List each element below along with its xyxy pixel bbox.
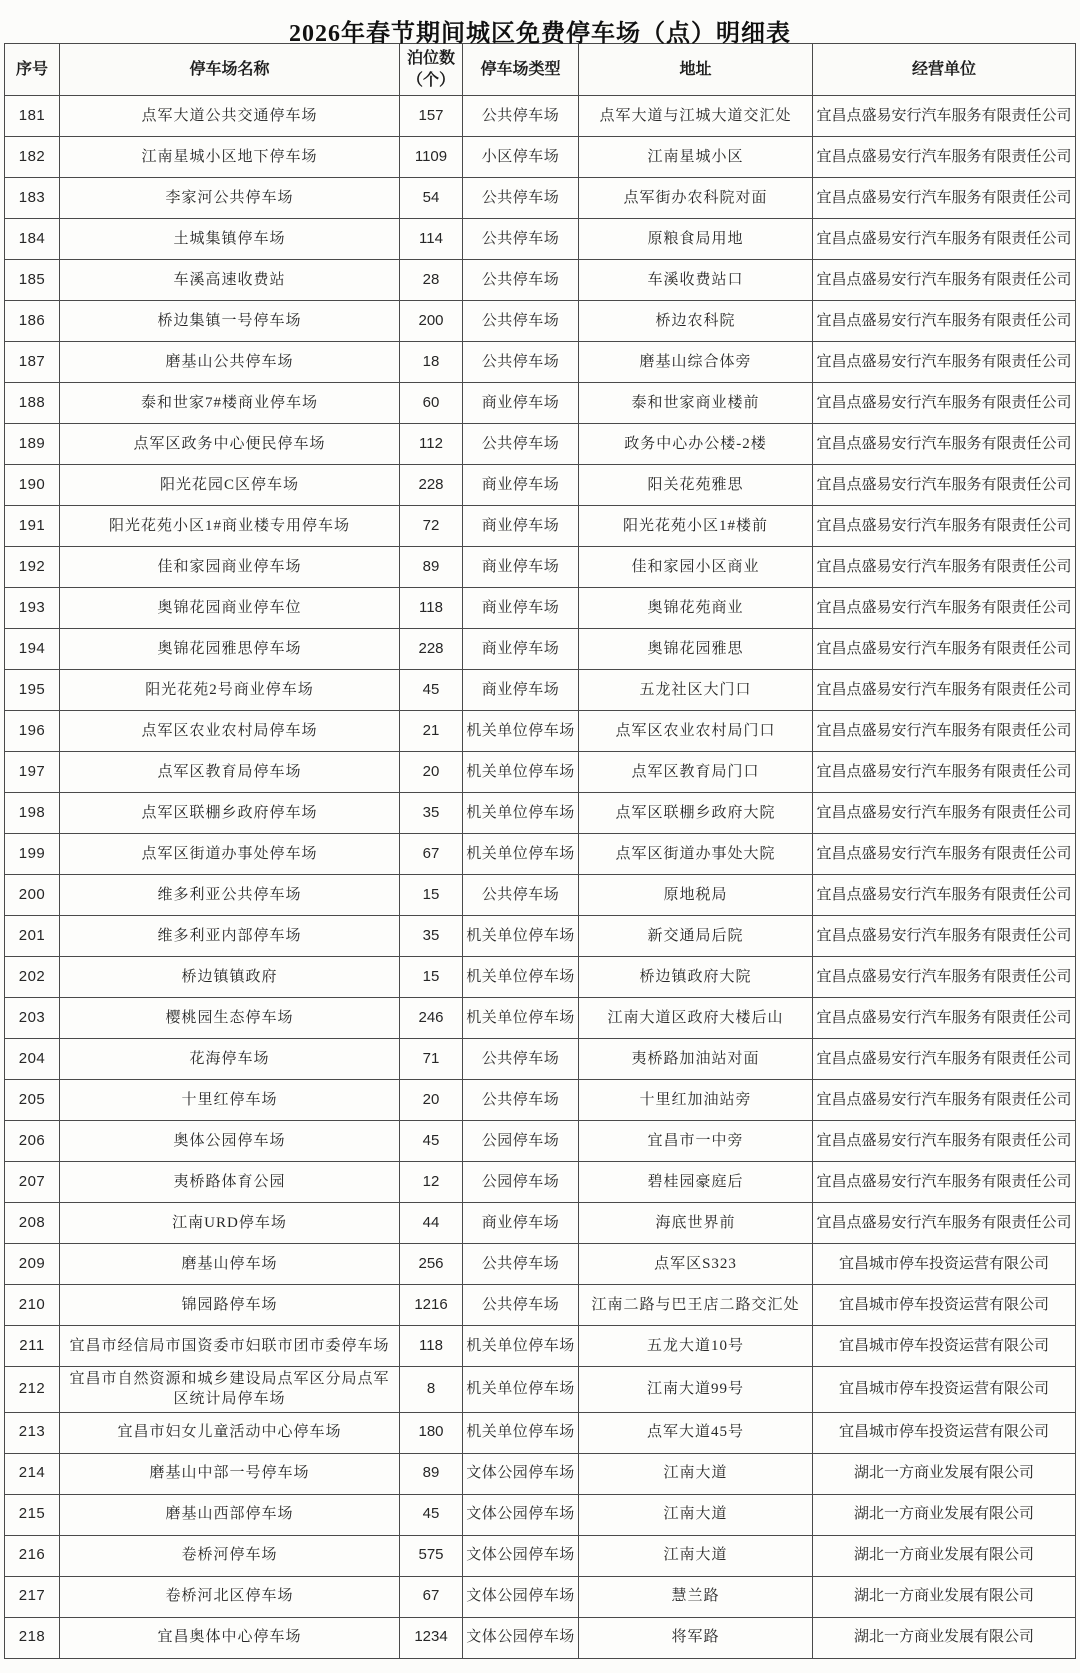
cell-type: 公共停车场 bbox=[463, 219, 579, 260]
cell-spaces: 114 bbox=[400, 219, 463, 260]
cell-name: 土城集镇停车场 bbox=[60, 219, 400, 260]
cell-operator: 宜昌点盛易安行汽车服务有限责任公司 bbox=[813, 752, 1076, 793]
cell-spaces: 20 bbox=[400, 1080, 463, 1121]
cell-operator: 宜昌点盛易安行汽车服务有限责任公司 bbox=[813, 137, 1076, 178]
cell-no: 190 bbox=[5, 465, 60, 506]
cell-operator: 湖北一方商业发展有限公司 bbox=[813, 1617, 1076, 1658]
cell-address: 海底世界前 bbox=[579, 1203, 813, 1244]
cell-no: 216 bbox=[5, 1535, 60, 1576]
cell-spaces: 246 bbox=[400, 998, 463, 1039]
table-row bbox=[5, 547, 1076, 588]
cell-name: 桥边集镇一号停车场 bbox=[60, 301, 400, 342]
cell-spaces: 1216 bbox=[400, 1285, 463, 1326]
table-row bbox=[5, 178, 1076, 219]
cell-operator: 宜昌点盛易安行汽车服务有限责任公司 bbox=[813, 547, 1076, 588]
cell-type: 公共停车场 bbox=[463, 875, 579, 916]
table-row bbox=[5, 1412, 1076, 1453]
parking-table bbox=[4, 43, 1076, 1659]
cell-name: 江南URD停车场 bbox=[60, 1203, 400, 1244]
cell-no: 195 bbox=[5, 670, 60, 711]
table-row bbox=[5, 1121, 1076, 1162]
cell-name: 磨基山中部一号停车场 bbox=[60, 1453, 400, 1494]
cell-spaces: 1234 bbox=[400, 1617, 463, 1658]
cell-name: 花海停车场 bbox=[60, 1039, 400, 1080]
table-row bbox=[5, 875, 1076, 916]
cell-spaces: 71 bbox=[400, 1039, 463, 1080]
table-row bbox=[5, 1367, 1076, 1413]
cell-spaces: 45 bbox=[400, 1494, 463, 1535]
table-row bbox=[5, 834, 1076, 875]
table-row bbox=[5, 670, 1076, 711]
cell-name: 宜昌市经信局市国资委市妇联市团市委停车场 bbox=[60, 1326, 400, 1367]
table-row bbox=[5, 1326, 1076, 1367]
cell-address: 点军大道45号 bbox=[579, 1412, 813, 1453]
table-row bbox=[5, 916, 1076, 957]
cell-type: 公园停车场 bbox=[463, 1121, 579, 1162]
header-cell-spaces: 泊位数（个） bbox=[400, 44, 463, 96]
header-cell-address: 地址 bbox=[579, 44, 813, 96]
cell-spaces: 72 bbox=[400, 506, 463, 547]
header-cell-type: 停车场类型 bbox=[463, 44, 579, 96]
table-row bbox=[5, 424, 1076, 465]
cell-name: 佳和家园商业停车场 bbox=[60, 547, 400, 588]
cell-type: 机关单位停车场 bbox=[463, 1412, 579, 1453]
cell-name: 点军区联棚乡政府停车场 bbox=[60, 793, 400, 834]
cell-spaces: 112 bbox=[400, 424, 463, 465]
cell-name: 点军区街道办事处停车场 bbox=[60, 834, 400, 875]
cell-address: 佳和家园小区商业 bbox=[579, 547, 813, 588]
cell-spaces: 200 bbox=[400, 301, 463, 342]
cell-spaces: 157 bbox=[400, 96, 463, 137]
cell-spaces: 35 bbox=[400, 793, 463, 834]
table-header bbox=[5, 44, 1076, 96]
cell-name: 磨基山停车场 bbox=[60, 1244, 400, 1285]
cell-type: 机关单位停车场 bbox=[463, 793, 579, 834]
cell-address: 五龙大道10号 bbox=[579, 1326, 813, 1367]
table-row bbox=[5, 1285, 1076, 1326]
cell-no: 193 bbox=[5, 588, 60, 629]
cell-operator: 湖北一方商业发展有限公司 bbox=[813, 1535, 1076, 1576]
cell-name: 李家河公共停车场 bbox=[60, 178, 400, 219]
cell-no: 213 bbox=[5, 1412, 60, 1453]
table-row bbox=[5, 1162, 1076, 1203]
cell-operator: 宜昌点盛易安行汽车服务有限责任公司 bbox=[813, 1162, 1076, 1203]
cell-name: 阳光花园C区停车场 bbox=[60, 465, 400, 506]
cell-operator: 宜昌城市停车投资运营有限公司 bbox=[813, 1412, 1076, 1453]
cell-spaces: 67 bbox=[400, 834, 463, 875]
cell-no: 207 bbox=[5, 1162, 60, 1203]
header-cell-name: 停车场名称 bbox=[60, 44, 400, 96]
cell-no: 183 bbox=[5, 178, 60, 219]
table-row bbox=[5, 711, 1076, 752]
cell-no: 212 bbox=[5, 1367, 60, 1413]
cell-type: 公共停车场 bbox=[463, 178, 579, 219]
cell-spaces: 228 bbox=[400, 629, 463, 670]
cell-spaces: 180 bbox=[400, 1412, 463, 1453]
table-row bbox=[5, 1080, 1076, 1121]
cell-no: 203 bbox=[5, 998, 60, 1039]
cell-name: 宜昌市妇女儿童活动中心停车场 bbox=[60, 1412, 400, 1453]
cell-no: 188 bbox=[5, 383, 60, 424]
cell-operator: 宜昌点盛易安行汽车服务有限责任公司 bbox=[813, 793, 1076, 834]
table-row bbox=[5, 1535, 1076, 1576]
cell-type: 公共停车场 bbox=[463, 1039, 579, 1080]
table-row bbox=[5, 629, 1076, 670]
cell-operator: 宜昌点盛易安行汽车服务有限责任公司 bbox=[813, 629, 1076, 670]
cell-operator: 宜昌点盛易安行汽车服务有限责任公司 bbox=[813, 219, 1076, 260]
table-row bbox=[5, 588, 1076, 629]
cell-no: 182 bbox=[5, 137, 60, 178]
cell-name: 宜昌奥体中心停车场 bbox=[60, 1617, 400, 1658]
table-row bbox=[5, 465, 1076, 506]
cell-operator: 宜昌点盛易安行汽车服务有限责任公司 bbox=[813, 260, 1076, 301]
cell-address: 十里红加油站旁 bbox=[579, 1080, 813, 1121]
cell-address: 点军区联棚乡政府大院 bbox=[579, 793, 813, 834]
cell-type: 公共停车场 bbox=[463, 342, 579, 383]
cell-spaces: 12 bbox=[400, 1162, 463, 1203]
page-title: 2026年春节期间城区免费停车场（点）明细表 bbox=[289, 21, 791, 47]
cell-address: 五龙社区大门口 bbox=[579, 670, 813, 711]
cell-address: 原地税局 bbox=[579, 875, 813, 916]
cell-type: 商业停车场 bbox=[463, 629, 579, 670]
cell-address: 磨基山综合体旁 bbox=[579, 342, 813, 383]
cell-no: 211 bbox=[5, 1326, 60, 1367]
cell-no: 208 bbox=[5, 1203, 60, 1244]
cell-type: 商业停车场 bbox=[463, 465, 579, 506]
cell-type: 商业停车场 bbox=[463, 506, 579, 547]
cell-address: 奥锦花园雅思 bbox=[579, 629, 813, 670]
cell-name: 磨基山西部停车场 bbox=[60, 1494, 400, 1535]
cell-type: 机关单位停车场 bbox=[463, 998, 579, 1039]
table-row bbox=[5, 301, 1076, 342]
cell-operator: 宜昌点盛易安行汽车服务有限责任公司 bbox=[813, 342, 1076, 383]
cell-no: 185 bbox=[5, 260, 60, 301]
cell-address: 点军区农业农村局门口 bbox=[579, 711, 813, 752]
cell-type: 公共停车场 bbox=[463, 301, 579, 342]
table-row bbox=[5, 383, 1076, 424]
cell-name: 锦园路停车场 bbox=[60, 1285, 400, 1326]
cell-operator: 宜昌城市停车投资运营有限公司 bbox=[813, 1244, 1076, 1285]
cell-spaces: 575 bbox=[400, 1535, 463, 1576]
cell-operator: 宜昌点盛易安行汽车服务有限责任公司 bbox=[813, 711, 1076, 752]
cell-address: 江南大道区政府大楼后山 bbox=[579, 998, 813, 1039]
cell-operator: 宜昌点盛易安行汽车服务有限责任公司 bbox=[813, 424, 1076, 465]
cell-spaces: 256 bbox=[400, 1244, 463, 1285]
cell-type: 机关单位停车场 bbox=[463, 916, 579, 957]
cell-name: 夷桥路体育公园 bbox=[60, 1162, 400, 1203]
cell-address: 江南大道 bbox=[579, 1535, 813, 1576]
cell-name: 十里红停车场 bbox=[60, 1080, 400, 1121]
table-row bbox=[5, 1494, 1076, 1535]
cell-name: 奥锦花园商业停车位 bbox=[60, 588, 400, 629]
cell-address: 将军路 bbox=[579, 1617, 813, 1658]
table-body bbox=[5, 96, 1076, 1659]
cell-address: 点军区街道办事处大院 bbox=[579, 834, 813, 875]
cell-address: 原粮食局用地 bbox=[579, 219, 813, 260]
table-row bbox=[5, 96, 1076, 137]
cell-type: 公园停车场 bbox=[463, 1162, 579, 1203]
cell-name: 奥体公园停车场 bbox=[60, 1121, 400, 1162]
header-cell-operator: 经营单位 bbox=[813, 44, 1076, 96]
cell-address: 车溪收费站口 bbox=[579, 260, 813, 301]
cell-address: 阳关花苑雅思 bbox=[579, 465, 813, 506]
cell-spaces: 1109 bbox=[400, 137, 463, 178]
cell-operator: 湖北一方商业发展有限公司 bbox=[813, 1453, 1076, 1494]
cell-name: 点军大道公共交通停车场 bbox=[60, 96, 400, 137]
table-row bbox=[5, 1244, 1076, 1285]
cell-operator: 宜昌点盛易安行汽车服务有限责任公司 bbox=[813, 1121, 1076, 1162]
cell-operator: 宜昌点盛易安行汽车服务有限责任公司 bbox=[813, 383, 1076, 424]
cell-spaces: 228 bbox=[400, 465, 463, 506]
cell-name: 车溪高速收费站 bbox=[60, 260, 400, 301]
cell-spaces: 89 bbox=[400, 1453, 463, 1494]
cell-type: 商业停车场 bbox=[463, 1203, 579, 1244]
cell-address: 夷桥路加油站对面 bbox=[579, 1039, 813, 1080]
cell-spaces: 45 bbox=[400, 1121, 463, 1162]
cell-no: 217 bbox=[5, 1576, 60, 1617]
cell-name: 阳光花苑2号商业停车场 bbox=[60, 670, 400, 711]
cell-operator: 湖北一方商业发展有限公司 bbox=[813, 1494, 1076, 1535]
cell-operator: 宜昌点盛易安行汽车服务有限责任公司 bbox=[813, 998, 1076, 1039]
cell-type: 机关单位停车场 bbox=[463, 752, 579, 793]
cell-no: 200 bbox=[5, 875, 60, 916]
cell-address: 桥边镇政府大院 bbox=[579, 957, 813, 998]
cell-name: 桥边镇镇政府 bbox=[60, 957, 400, 998]
cell-name: 阳光花苑小区1#商业楼专用停车场 bbox=[60, 506, 400, 547]
cell-name: 点军区教育局停车场 bbox=[60, 752, 400, 793]
header-row bbox=[5, 44, 1076, 96]
cell-address: 奥锦花苑商业 bbox=[579, 588, 813, 629]
table-row bbox=[5, 957, 1076, 998]
cell-spaces: 35 bbox=[400, 916, 463, 957]
cell-name: 樱桃园生态停车场 bbox=[60, 998, 400, 1039]
cell-operator: 宜昌点盛易安行汽车服务有限责任公司 bbox=[813, 1039, 1076, 1080]
cell-name: 磨基山公共停车场 bbox=[60, 342, 400, 383]
cell-address: 点军区教育局门口 bbox=[579, 752, 813, 793]
cell-type: 机关单位停车场 bbox=[463, 1326, 579, 1367]
cell-type: 公共停车场 bbox=[463, 1244, 579, 1285]
cell-address: 点军区S323 bbox=[579, 1244, 813, 1285]
cell-spaces: 54 bbox=[400, 178, 463, 219]
cell-name: 点军区政务中心便民停车场 bbox=[60, 424, 400, 465]
cell-spaces: 18 bbox=[400, 342, 463, 383]
cell-spaces: 60 bbox=[400, 383, 463, 424]
table-row bbox=[5, 260, 1076, 301]
cell-name: 泰和世家7#楼商业停车场 bbox=[60, 383, 400, 424]
table-row bbox=[5, 506, 1076, 547]
cell-address: 碧桂园豪庭后 bbox=[579, 1162, 813, 1203]
cell-spaces: 44 bbox=[400, 1203, 463, 1244]
cell-type: 机关单位停车场 bbox=[463, 711, 579, 752]
cell-name: 江南星城小区地下停车场 bbox=[60, 137, 400, 178]
cell-name: 维多利亚内部停车场 bbox=[60, 916, 400, 957]
header-cell-no: 序号 bbox=[5, 44, 60, 96]
table-row bbox=[5, 998, 1076, 1039]
cell-type: 公共停车场 bbox=[463, 260, 579, 301]
cell-operator: 宜昌点盛易安行汽车服务有限责任公司 bbox=[813, 588, 1076, 629]
cell-name: 点军区农业农村局停车场 bbox=[60, 711, 400, 752]
cell-operator: 宜昌城市停车投资运营有限公司 bbox=[813, 1367, 1076, 1413]
table-row bbox=[5, 793, 1076, 834]
cell-type: 公共停车场 bbox=[463, 1285, 579, 1326]
cell-address: 江南大道 bbox=[579, 1494, 813, 1535]
cell-operator: 宜昌点盛易安行汽车服务有限责任公司 bbox=[813, 1203, 1076, 1244]
table-row bbox=[5, 137, 1076, 178]
cell-address: 政务中心办公楼-2楼 bbox=[579, 424, 813, 465]
cell-operator: 宜昌点盛易安行汽车服务有限责任公司 bbox=[813, 178, 1076, 219]
cell-no: 196 bbox=[5, 711, 60, 752]
cell-spaces: 15 bbox=[400, 875, 463, 916]
cell-type: 公共停车场 bbox=[463, 96, 579, 137]
cell-type: 商业停车场 bbox=[463, 588, 579, 629]
cell-no: 197 bbox=[5, 752, 60, 793]
table-row bbox=[5, 1203, 1076, 1244]
cell-operator: 宜昌点盛易安行汽车服务有限责任公司 bbox=[813, 465, 1076, 506]
cell-operator: 宜昌点盛易安行汽车服务有限责任公司 bbox=[813, 875, 1076, 916]
cell-no: 192 bbox=[5, 547, 60, 588]
cell-operator: 湖北一方商业发展有限公司 bbox=[813, 1576, 1076, 1617]
cell-operator: 宜昌点盛易安行汽车服务有限责任公司 bbox=[813, 957, 1076, 998]
cell-type: 公共停车场 bbox=[463, 1080, 579, 1121]
cell-address: 慧兰路 bbox=[579, 1576, 813, 1617]
cell-operator: 宜昌点盛易安行汽车服务有限责任公司 bbox=[813, 916, 1076, 957]
cell-operator: 宜昌城市停车投资运营有限公司 bbox=[813, 1285, 1076, 1326]
cell-address: 宜昌市一中旁 bbox=[579, 1121, 813, 1162]
cell-no: 189 bbox=[5, 424, 60, 465]
table-row bbox=[5, 219, 1076, 260]
cell-type: 商业停车场 bbox=[463, 547, 579, 588]
table-row bbox=[5, 752, 1076, 793]
cell-type: 文体公园停车场 bbox=[463, 1453, 579, 1494]
cell-operator: 宜昌城市停车投资运营有限公司 bbox=[813, 1326, 1076, 1367]
cell-type: 小区停车场 bbox=[463, 137, 579, 178]
cell-spaces: 20 bbox=[400, 752, 463, 793]
cell-type: 文体公园停车场 bbox=[463, 1535, 579, 1576]
cell-address: 新交通局后院 bbox=[579, 916, 813, 957]
cell-spaces: 15 bbox=[400, 957, 463, 998]
table-row bbox=[5, 1576, 1076, 1617]
cell-type: 文体公园停车场 bbox=[463, 1576, 579, 1617]
cell-name: 奥锦花园雅思停车场 bbox=[60, 629, 400, 670]
cell-name: 维多利亚公共停车场 bbox=[60, 875, 400, 916]
cell-no: 199 bbox=[5, 834, 60, 875]
cell-address: 江南大道99号 bbox=[579, 1367, 813, 1413]
cell-name: 宜昌市自然资源和城乡建设局点军区分局点军区统计局停车场 bbox=[60, 1367, 400, 1413]
cell-type: 机关单位停车场 bbox=[463, 1367, 579, 1413]
cell-spaces: 89 bbox=[400, 547, 463, 588]
cell-type: 公共停车场 bbox=[463, 424, 579, 465]
cell-type: 商业停车场 bbox=[463, 670, 579, 711]
cell-address: 点军大道与江城大道交汇处 bbox=[579, 96, 813, 137]
cell-no: 204 bbox=[5, 1039, 60, 1080]
cell-operator: 宜昌点盛易安行汽车服务有限责任公司 bbox=[813, 1080, 1076, 1121]
cell-operator: 宜昌点盛易安行汽车服务有限责任公司 bbox=[813, 834, 1076, 875]
cell-no: 206 bbox=[5, 1121, 60, 1162]
cell-operator: 宜昌点盛易安行汽车服务有限责任公司 bbox=[813, 506, 1076, 547]
cell-spaces: 45 bbox=[400, 670, 463, 711]
cell-spaces: 67 bbox=[400, 1576, 463, 1617]
cell-operator: 宜昌点盛易安行汽车服务有限责任公司 bbox=[813, 96, 1076, 137]
cell-no: 186 bbox=[5, 301, 60, 342]
cell-no: 209 bbox=[5, 1244, 60, 1285]
cell-operator: 宜昌点盛易安行汽车服务有限责任公司 bbox=[813, 670, 1076, 711]
cell-no: 210 bbox=[5, 1285, 60, 1326]
cell-no: 187 bbox=[5, 342, 60, 383]
cell-no: 214 bbox=[5, 1453, 60, 1494]
cell-address: 点军街办农科院对面 bbox=[579, 178, 813, 219]
cell-no: 194 bbox=[5, 629, 60, 670]
cell-no: 218 bbox=[5, 1617, 60, 1658]
cell-no: 215 bbox=[5, 1494, 60, 1535]
cell-type: 机关单位停车场 bbox=[463, 957, 579, 998]
cell-address: 江南星城小区 bbox=[579, 137, 813, 178]
cell-spaces: 21 bbox=[400, 711, 463, 752]
cell-type: 文体公园停车场 bbox=[463, 1494, 579, 1535]
cell-type: 文体公园停车场 bbox=[463, 1617, 579, 1658]
cell-no: 191 bbox=[5, 506, 60, 547]
cell-address: 江南二路与巴王店二路交汇处 bbox=[579, 1285, 813, 1326]
cell-address: 桥边农科院 bbox=[579, 301, 813, 342]
table-row bbox=[5, 1617, 1076, 1658]
cell-no: 202 bbox=[5, 957, 60, 998]
cell-type: 商业停车场 bbox=[463, 383, 579, 424]
cell-no: 184 bbox=[5, 219, 60, 260]
cell-name: 卷桥河北区停车场 bbox=[60, 1576, 400, 1617]
table-row bbox=[5, 342, 1076, 383]
cell-no: 181 bbox=[5, 96, 60, 137]
cell-no: 201 bbox=[5, 916, 60, 957]
cell-no: 205 bbox=[5, 1080, 60, 1121]
cell-address: 阳光花苑小区1#楼前 bbox=[579, 506, 813, 547]
cell-name: 卷桥河停车场 bbox=[60, 1535, 400, 1576]
cell-address: 泰和世家商业楼前 bbox=[579, 383, 813, 424]
cell-spaces: 28 bbox=[400, 260, 463, 301]
cell-address: 江南大道 bbox=[579, 1453, 813, 1494]
cell-type: 机关单位停车场 bbox=[463, 834, 579, 875]
table-row bbox=[5, 1039, 1076, 1080]
table-row bbox=[5, 1453, 1076, 1494]
cell-operator: 宜昌点盛易安行汽车服务有限责任公司 bbox=[813, 301, 1076, 342]
cell-spaces: 8 bbox=[400, 1367, 463, 1413]
cell-spaces: 118 bbox=[400, 588, 463, 629]
cell-no: 198 bbox=[5, 793, 60, 834]
cell-spaces: 118 bbox=[400, 1326, 463, 1367]
